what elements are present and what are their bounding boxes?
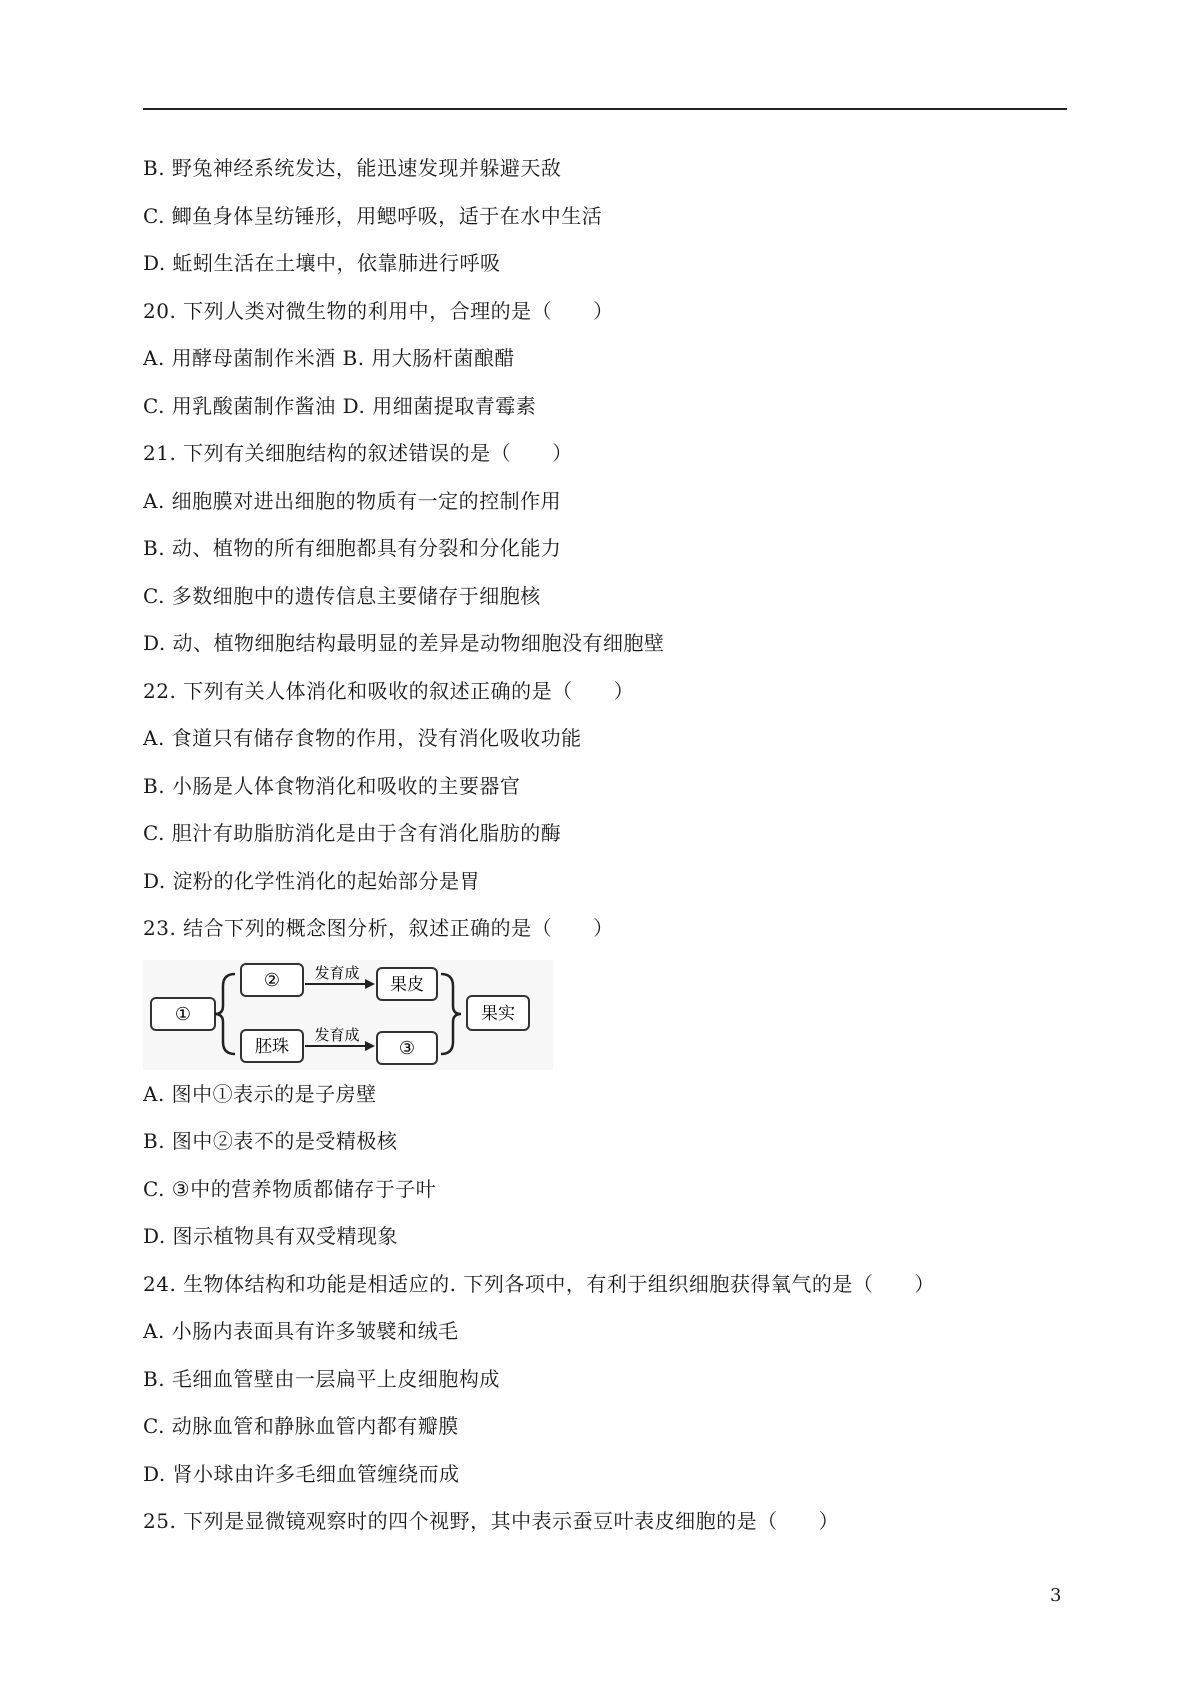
question-24: 24. 生物体结构和功能是相适应的. 下列各项中，有利于组织细胞获得氧气的是（ ） (143, 1271, 935, 1296)
option-23-a: A. 图中①表示的是子房壁 (143, 1081, 377, 1106)
diagram-node-embryo-label: 胚珠 (255, 1036, 289, 1057)
question-20: 20. 下列人类对微生物的利用中，合理的是（ ） (143, 298, 614, 323)
arrow-bottom-label: 发育成 (314, 1025, 360, 1044)
option-21-c: C. 多数细胞中的遗传信息主要储存于细胞核 (143, 583, 541, 608)
question-23: 23. 结合下列的概念图分析，叙述正确的是（ ） (143, 916, 614, 940)
page-number: 3 (1050, 1585, 1062, 1606)
option-23-d: D. 图示植物具有双受精现象 (143, 1224, 399, 1248)
diagram-node-embryo (241, 1030, 303, 1062)
diagram-node-peel (377, 968, 437, 1000)
option-21-a: A. 细胞膜对进出细胞的物质有一定的控制作用 (143, 488, 562, 513)
diagram-node-peel-label: 果皮 (390, 974, 424, 995)
arrow-top-label: 发育成 (314, 963, 360, 982)
option-21-b: B. 动、植物的所有细胞都具有分裂和分化能力 (143, 536, 562, 560)
diagram-node-1-label: ① (174, 1003, 192, 1025)
option-19-d: D. 蚯蚓生活在土壤中，依靠肺进行呼吸 (143, 251, 501, 275)
option-24-a: A. 小肠内表面具有许多皱襞和绒毛 (143, 1319, 459, 1343)
diagram-node-3 (377, 1032, 437, 1064)
diagram-node-1 (151, 998, 215, 1030)
diagram-node-2-label: ② (263, 969, 281, 991)
diagram-node-fruit-label: 果实 (481, 1003, 515, 1024)
page-content (143, 150, 1067, 1551)
option-19-b: B. 野兔神经系统发达，能迅速发现并躲避天敌 (143, 156, 562, 180)
diagram-node-2 (241, 964, 303, 996)
header-rule (143, 108, 1067, 110)
option-22-a: A. 食道只有储存食物的作用，没有消化吸收功能 (143, 726, 582, 750)
option-24-c: C. 动脉血管和静脉血管内都有瓣膜 (143, 1414, 459, 1438)
question-22: 22. 下列有关人体消化和吸收的叙述正确的是（ ） (143, 678, 635, 703)
question-25: 25. 下列是显微镜观察时的四个视野，其中表示蚕豆叶表皮细胞的是（ ） (143, 1509, 840, 1533)
option-24-d: D. 肾小球由许多毛细血管缠绕而成 (143, 1461, 460, 1486)
option-19-c: C. 鲫鱼身体呈纺锤形，用鳃呼吸，适于在水中生活 (143, 203, 603, 228)
option-22-b: B. 小肠是人体食物消化和吸收的主要器官 (143, 773, 521, 798)
option-23-c: C. ③中的营养物质都储存于子叶 (143, 1176, 437, 1201)
option-21-d: D. 动、植物细胞结构最明显的差异是动物细胞没有细胞壁 (143, 631, 665, 655)
concept-diagram (143, 960, 1067, 1070)
option-23-b: B. 图中②表不的是受精极核 (143, 1129, 398, 1153)
diagram-node-fruit (467, 996, 529, 1030)
option-22-d: D. 淀粉的化学性消化的起始部分是胃 (143, 868, 481, 893)
options-20-ab: A. 用酵母菌制作米酒 B. 用大肠杆菌酿醋 (143, 346, 515, 370)
option-22-c: C. 胆汁有助脂肪消化是由于含有消化脂肪的酶 (143, 821, 562, 845)
concept-diagram-svg (143, 960, 553, 1070)
options-20-cd: C. 用乳酸菌制作酱油 D. 用细菌提取青霉素 (143, 393, 537, 418)
option-24-b: B. 毛细血管壁由一层扁平上皮细胞构成 (143, 1366, 500, 1391)
diagram-node-3-label: ③ (398, 1037, 416, 1059)
question-21: 21. 下列有关细胞结构的叙述错误的是（ ） (143, 441, 573, 465)
